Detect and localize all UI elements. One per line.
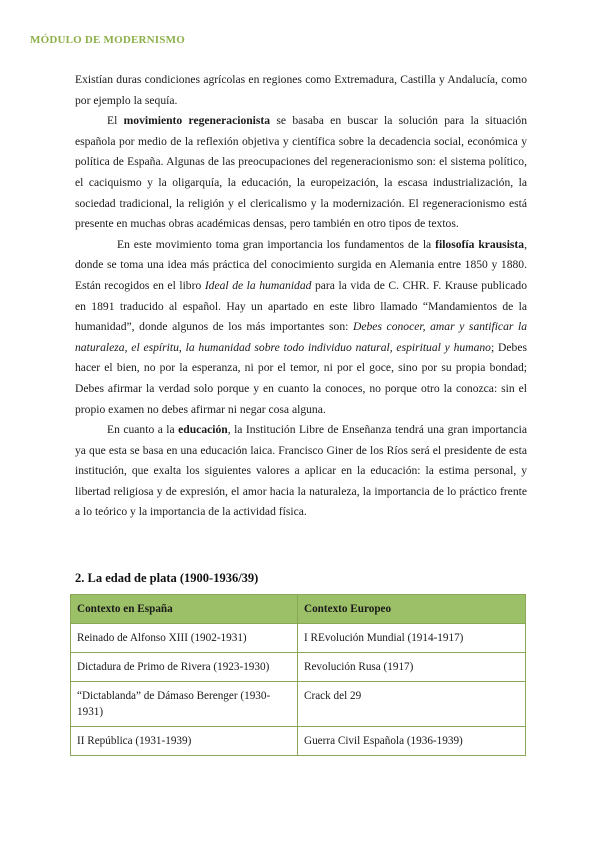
table-cell: Dictadura de Primo de Rivera (1923-1930) [71, 653, 298, 682]
p3-text-post: ; Debes hacer el bien, no por la esperanza, ni por el temor, ni por el goce, sino por su propia bondad; Debes afirmar la verdad solo porque y en cuanto la conoces, no porque otro la conozca: sin el propio examen no debes afirmar ni negar cosa alguna. [75, 340, 527, 416]
table-cell: Revolución Rusa (1917) [298, 653, 526, 682]
p3-commandment: Debes conocer, amar y santificar la naturaleza, el espíritu, la humanidad sobre todo individuo natural, espiritual y humano [75, 320, 527, 354]
p4-text-post: , la Institución Libre de Enseñanza tendrá una gran importancia ya que esta se basa en una educación laica. Francisco Giner de los Ríos será el presidente de esta institución, que exalta los siguientes valores a aplicar en la educación: la estima personal, y libertad religiosa y de expresión, el amor hacia la naturaleza, la importancia de lo práctico frente a lo teórico y la importancia de la actividad física. [75, 423, 527, 519]
p3-book-title: Ideal de la humanidad [204, 278, 312, 292]
context-table [70, 594, 526, 756]
paragraph-4 [75, 420, 527, 523]
table-cell: Reinado de Alfonso XIII (1902-1931) [71, 624, 298, 653]
table-header-row [71, 595, 526, 624]
table-cell: Guerra Civil Española (1936-1939) [298, 727, 526, 756]
table-header-cell: Contexto Europeo [298, 595, 526, 624]
p3-bold-term: filosofía krausista [435, 237, 525, 251]
p4-text-pre: En cuanto a la [107, 423, 179, 437]
paragraph-1: Existían duras condiciones agrícolas en regiones como Extremadura, Castilla y Andalucía, como por ejemplo la sequía. [75, 73, 527, 107]
paragraph-2 [75, 111, 527, 235]
body-text [75, 70, 527, 523]
table-cell: II República (1931-1939) [71, 727, 298, 756]
p2-text-post: se basaba en buscar la solución para la situación española por medio de la reflexión objetiva y científica sobre la decadencia social, económica y política de España. Algunas de las preocupaciones del regeneracionismo son: el sistema político, el caciquismo y la oligarquía, la educación, la europeización, la escasa industrialización, la sociedad tradicional, la religión y el clericalismo y la modernización. El regeneracionismo está presente en muchas obras académicas densas, pero también en otro tipos de textos. [75, 114, 527, 231]
p2-text-pre: El [107, 114, 124, 128]
p3-text-pre: En este movimiento toma gran importancia los fundamentos de la [117, 237, 436, 251]
paragraph-3 [75, 235, 527, 420]
table-header-cell: Contexto en España [71, 595, 298, 624]
section-title: 2. La edad de plata (1900-1936/39) [75, 571, 259, 585]
table-row [71, 653, 526, 682]
table-cell: I REvolución Mundial (1914-1917) [298, 624, 526, 653]
table-row [71, 727, 526, 756]
p2-bold-term: movimiento regeneracionista [123, 114, 271, 128]
p4-bold-term: educación [178, 423, 228, 437]
p3-text-mid1: , donde se toma una idea más práctica del conocimiento surgida en Alemania entre 1850 y 1880. Están recogidos en el libro [75, 237, 527, 292]
table-row [71, 624, 526, 653]
table-cell: Crack del 29 [298, 682, 526, 727]
table-cell: “Dictablanda” de Dámaso Berenger (1930-1931) [71, 682, 298, 727]
table-row [71, 682, 526, 727]
page-header: MÓDULO DE MODERNISMO [30, 34, 185, 46]
p3-text-mid2: para la vida de C. CHR. F. Krause publicado en 1891 traducido al español. Hay un apartado en este libro llamado “Mandamientos de la humanidad”, donde algunos de los más importantes son: [75, 278, 527, 334]
